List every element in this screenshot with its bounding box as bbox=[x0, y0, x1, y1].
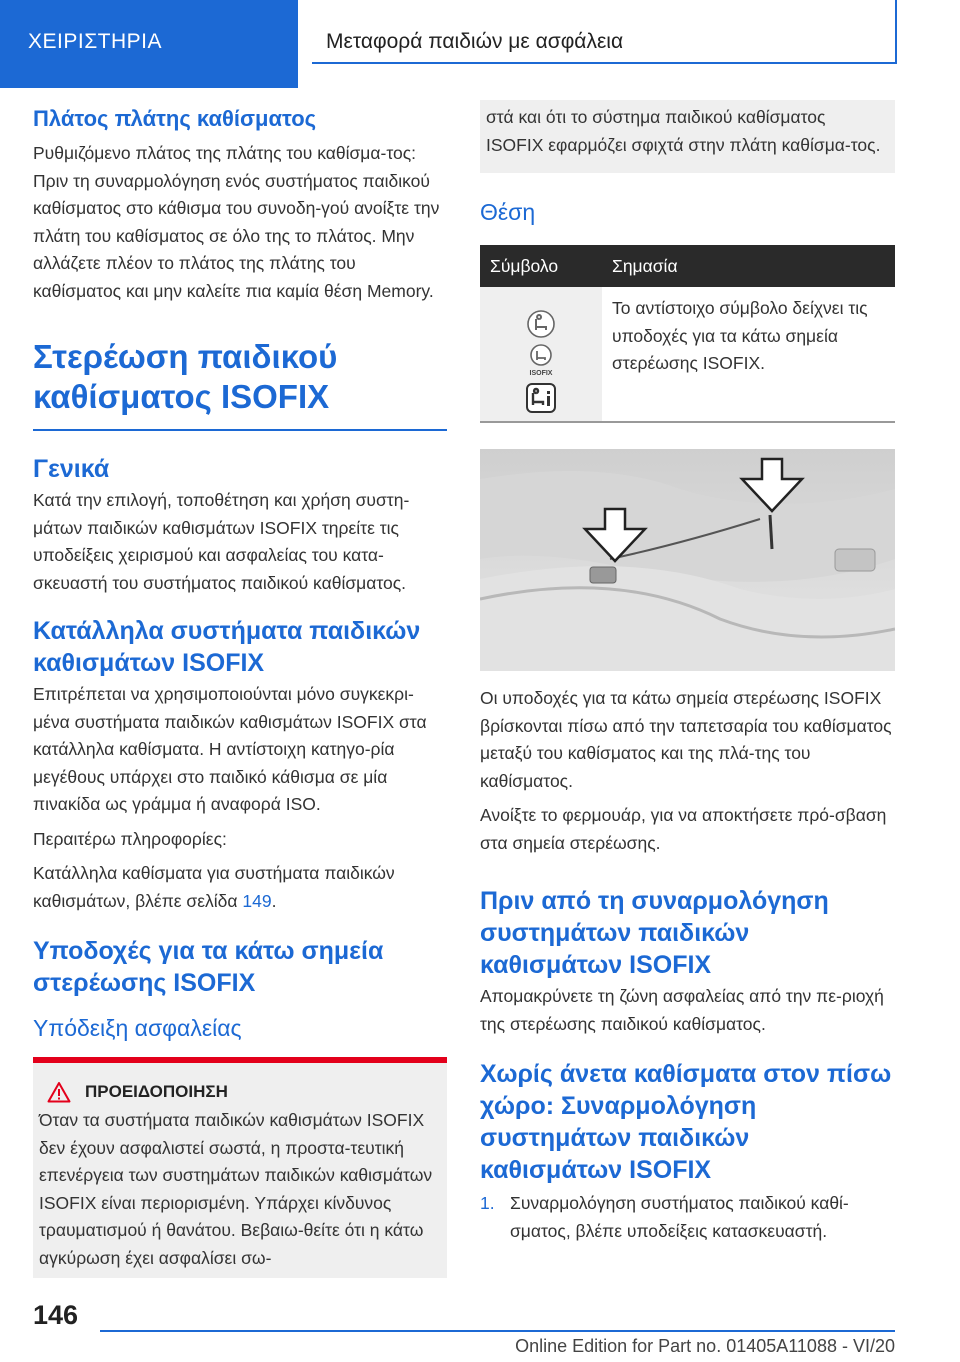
heading-rear-assembly: Χωρίς άνετα καθίσματα στον πίσω χώρο: Συναρμολόγηση συστημάτων παιδικών καθισμάτων ISOFIX bbox=[480, 1060, 892, 1184]
paragraph-page-reference bbox=[33, 860, 447, 915]
isofix-badge-text: ISOFIX bbox=[529, 370, 553, 377]
left-column bbox=[33, 100, 447, 1278]
warning-header bbox=[85, 1081, 435, 1103]
reference-text: Κατάλληλα καθίσματα για συστήματα παιδικών καθισμάτων, βλέπε σελίδα bbox=[33, 863, 395, 911]
table-row bbox=[480, 287, 895, 422]
warning-box bbox=[33, 1057, 447, 1278]
paragraph-suitable-systems: Επιτρέπεται να χρησιμοποιούνται μόνο συγκεκρι-μένα συστήματα παιδικών καθισμάτων ISOFIX στα κατάλληλα καθίσματα. Η αντίστοιχη κατηγο-ρία μεγέθους υπάρχει στο παιδικό κάθισμα σε μία πινακίδα ως γράμμα ή αναφορά ISO. bbox=[33, 684, 427, 814]
header-section-tab bbox=[0, 0, 298, 88]
meaning-cell: Το αντίστοιχο σύμβολο δείχνει τις υποδοχές για τα κάτω σημεία στερέωσης ISOFIX. bbox=[612, 298, 868, 373]
rear-seat-illustration bbox=[480, 449, 895, 671]
isofix-seat-photo bbox=[480, 449, 895, 671]
symbol-table bbox=[480, 245, 895, 422]
paragraph-zipper: Ανοίξτε το φερμουάρ, για να αποκτήσετε πρό-σβαση στα σημεία στερέωσης. bbox=[480, 805, 887, 853]
paragraph-before-assembly: Απομακρύνετε τη ζώνη ασφαλείας από την πε-ριοχή της στερέωσης παιδικού καθίσματος. bbox=[480, 986, 884, 1034]
isofix-info-icon bbox=[526, 383, 556, 413]
isofix-child-seat-icon bbox=[526, 309, 556, 339]
heading-general: Γενικά bbox=[33, 455, 110, 483]
heading-underline bbox=[33, 429, 447, 431]
list-item bbox=[480, 1190, 895, 1245]
table-header-symbol: Σύμβολο bbox=[480, 245, 602, 287]
page-reference-link[interactable]: 149 bbox=[242, 890, 272, 911]
warning-triangle-icon bbox=[47, 1081, 71, 1103]
paragraph-seat-width: Ρυθμιζόμενο πλάτος της πλάτης του καθίσμα-τος: Πριν τη συναρμολόγηση ενός συστήματος παιδικού καθίσματος στο κάθισμα του συνοδη-γού ανοίξτε την πλάτη του καθίσματος σε όλο της το πλάτος. Μην αλλάζετε πλέον το πλάτος της πλάτης του καθίσματος και μην καλείτε πια καμία θέση Memory. bbox=[33, 143, 440, 301]
footer-edition: Online Edition for Part no. 01405A11088 - VI/20 bbox=[515, 1336, 895, 1356]
warning-continuation-text: στά και ότι το σύστημα παιδικού καθίσματος ISOFIX εφαρμόζει σφιχτά στην πλάτη καθίσμα-τος. bbox=[486, 107, 881, 155]
heading-seat-width: Πλάτος πλάτης καθίσματος bbox=[33, 106, 317, 131]
paragraph-more-info: Περαιτέρω πληροφορίες: bbox=[33, 828, 227, 849]
right-column bbox=[480, 100, 895, 1245]
step-number: 1. bbox=[480, 1193, 495, 1213]
table-header-row bbox=[480, 245, 895, 287]
footer-rule bbox=[100, 1330, 895, 1332]
heading-isofix-main: Στερέωση παιδικού καθίσματος ISOFIX bbox=[33, 338, 338, 415]
warning-title: ΠΡΟΕΙΔΟΠΟΙΗΣΗ bbox=[85, 1082, 228, 1101]
step-text: Συναρμολόγηση συστήματος παιδικού καθί-σματος, βλέπε υποδείξεις κατασκευαστή. bbox=[510, 1193, 849, 1241]
heading-safety-note: Υπόδειξη ασφαλείας bbox=[33, 1015, 242, 1041]
heading-position: Θέση bbox=[480, 199, 536, 225]
heading-mounts: Υποδοχές για τα κάτω σημεία στερέωσης ISOFIX bbox=[33, 937, 384, 997]
paragraph-general: Κατά την επιλογή, τοποθέτηση και χρήση συστη-μάτων παιδικών καθισμάτων ISOFIX τηρείτε τις υποδείξεις χειρισμού και ασφαλείας του κατα-σκευαστή του συστήματος παιδικού καθίσματος. bbox=[33, 490, 410, 593]
table-header-meaning: Σημασία bbox=[602, 245, 895, 287]
symbol-cell bbox=[480, 287, 602, 422]
header-section-label: ΧΕΙΡΙΣΤΗΡΙΑ bbox=[28, 30, 163, 53]
header-chapter-label: Μεταφορά παιδιών με ασφάλεια bbox=[326, 30, 624, 53]
paragraph-photo-caption: Οι υποδοχές για τα κάτω σημεία στερέωσης ISOFIX βρίσκονται πίσω από την ταπετσαρία του καθίσματος μεταξύ του καθίσματος και της πλά-της του καθίσματος. bbox=[480, 688, 892, 791]
heading-before-assembly: Πριν από τη συναρμολόγηση συστημάτων παιδικών καθισμάτων ISOFIX bbox=[480, 887, 829, 979]
warning-text: Όταν τα συστήματα παιδικών καθισμάτων ISOFIX δεν έχουν ασφαλιστεί σωστά, η προστα-τευτική επενέργεια των συστημάτων παιδικών καθισμάτων ISOFIX είναι περιορισμένη. Υπάρχει κίνδυνος τραυματισμού ή θανάτου. Βεβαιω-θείτε ότι η κάτω αγκύρωση έχει ασφαλίσει σω- bbox=[39, 1110, 433, 1268]
heading-suitable-systems: Κατάλληλα συστήματα παιδικών καθισμάτων ISOFIX bbox=[33, 617, 421, 677]
page-number: 146 bbox=[33, 1300, 79, 1330]
isofix-badge-icon bbox=[526, 343, 556, 377]
reference-end: . bbox=[271, 890, 277, 911]
warning-continuation-box bbox=[480, 100, 895, 173]
header-chapter-box bbox=[312, 0, 897, 64]
table-bottom-rule bbox=[480, 422, 895, 423]
